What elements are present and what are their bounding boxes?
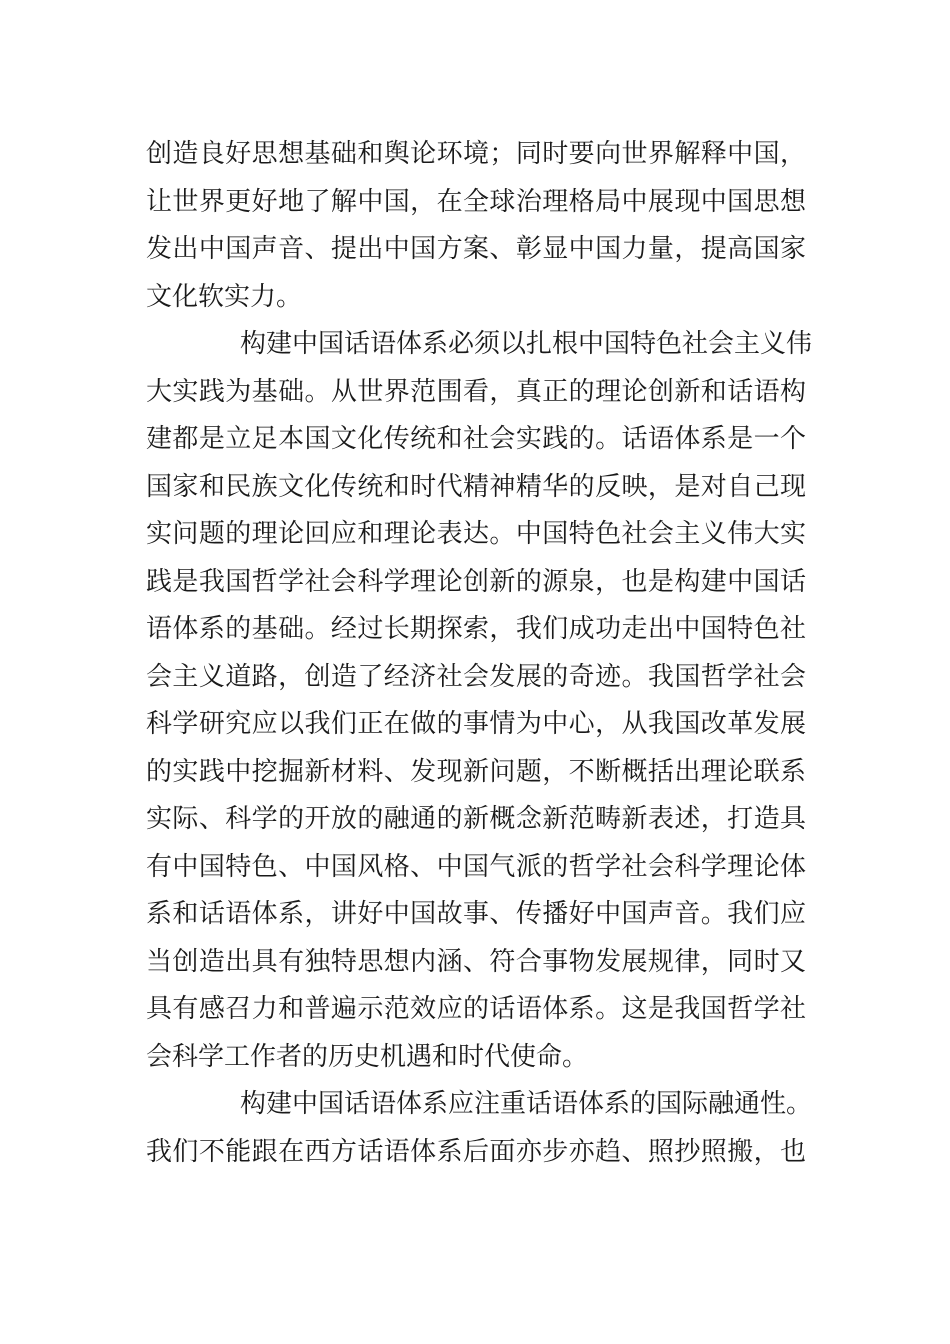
text-line: 构建中国话语体系应注重话语体系的国际融通性。	[240, 1089, 813, 1119]
paragraph-1	[146, 131, 806, 321]
text-line: 文化软实力。	[146, 281, 303, 312]
text-line: 实问题的理论回应和理论表达。中国特色社会主义伟大实	[146, 519, 806, 549]
text-line: 的实践中挖掘新材料、发现新问题，不断概括出理论联系	[146, 756, 806, 787]
text-line: 有中国特色、中国风格、中国气派的哲学社会科学理论体	[146, 851, 806, 882]
text-line: 大实践为基础。从世界范围看，真正的理论创新和话语构	[146, 376, 806, 407]
text-line: 我们不能跟在西方话语体系后面亦步亦趋、照抄照搬，也	[146, 1136, 806, 1167]
text-line: 创造良好思想基础和舆论环境；同时要向世界解释中国，	[146, 139, 806, 169]
text-line: 发出中国声音、提出中国方案、彰显中国力量，提高国家	[146, 234, 806, 264]
text-line: 具有感召力和普遍示范效应的话语体系。这是我国哲学社	[146, 994, 806, 1024]
text-line: 国家和民族文化传统和时代精神精华的反映，是对自己现	[146, 471, 806, 502]
text-line: 会主义道路，创造了经济社会发展的奇迹。我国哲学社会	[146, 661, 806, 692]
text-line: 系和话语体系，讲好中国故事、传播好中国声音。我们应	[146, 899, 806, 929]
document-body	[146, 131, 813, 1176]
paragraph-2	[146, 321, 813, 1081]
text-line: 践是我国哲学社会科学理论创新的源泉，也是构建中国话	[146, 566, 806, 597]
text-line: 建都是立足本国文化传统和社会实践的。话语体系是一个	[146, 424, 806, 454]
paragraph-3	[146, 1081, 813, 1176]
text-line: 当创造出具有独特思想内涵、符合事物发展规律，同时又	[146, 946, 806, 977]
text-line: 让世界更好地了解中国，在全球治理格局中展现中国思想	[146, 186, 806, 217]
text-line: 科学研究应以我们正在做的事情为中心，从我国改革发展	[146, 709, 806, 739]
text-line: 构建中国话语体系必须以扎根中国特色社会主义伟	[240, 329, 813, 359]
text-line: 语体系的基础。经过长期探索，我们成功走出中国特色社	[146, 614, 806, 644]
text-line: 实际、科学的开放的融通的新概念新范畴新表述，打造具	[146, 804, 806, 834]
text-line: 会科学工作者的历史机遇和时代使命。	[146, 1041, 589, 1072]
